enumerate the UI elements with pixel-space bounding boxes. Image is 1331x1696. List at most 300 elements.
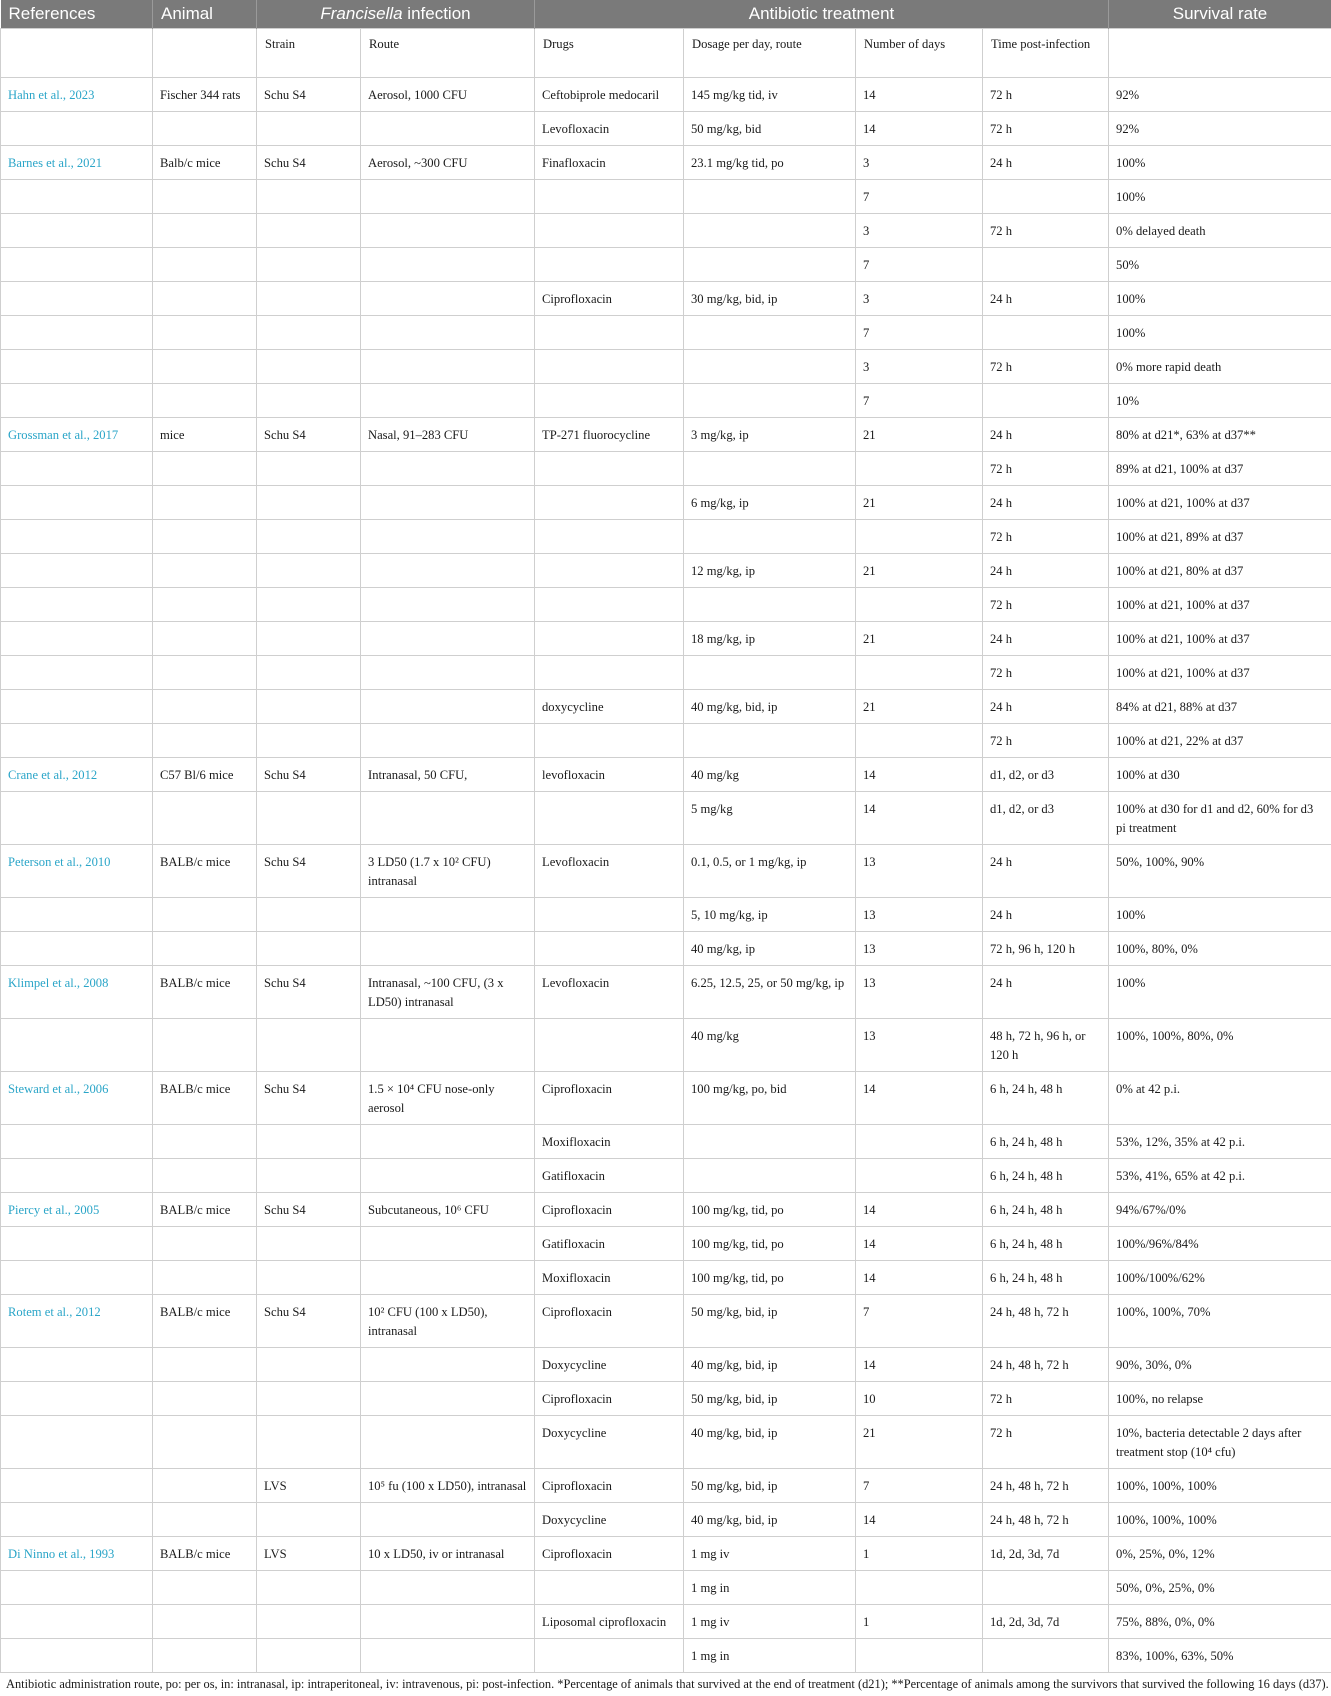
table-row (1, 845, 1331, 898)
cell-time: 6 h, 24 h, 48 h (983, 1072, 1109, 1125)
cell-survival: 100%/100%/62% (1109, 1261, 1331, 1295)
cell-ref[interactable]: Steward et al., 2006 (1, 1072, 153, 1125)
cell-dosage: 1 mg iv (684, 1605, 856, 1639)
cell-dosage: 40 mg/kg, bid, ip (684, 1416, 856, 1469)
cell-dosage (684, 180, 856, 214)
cell-route (361, 316, 535, 350)
cell-survival: 53%, 12%, 35% at 42 p.i. (1109, 1125, 1331, 1159)
cell-ref (1, 520, 153, 554)
cell-time: 72 h (983, 520, 1109, 554)
cell-days (856, 1159, 983, 1193)
table-row (1, 1261, 1331, 1295)
cell-strain (257, 792, 361, 845)
header-antibiotic-treatment: Antibiotic treatment (535, 0, 1109, 29)
cell-dosage: 30 mg/kg, bid, ip (684, 282, 856, 316)
cell-time: 24 h, 48 h, 72 h (983, 1348, 1109, 1382)
cell-dosage (684, 214, 856, 248)
table-row (1, 792, 1331, 845)
cell-drug: Ciprofloxacin (535, 1072, 684, 1125)
cell-time: 72 h (983, 588, 1109, 622)
cell-route (361, 932, 535, 966)
footnote: Antibiotic administration route, po: per os, in: intranasal, ip: intraperitoneal, iv: intravenous, pi: post-infection. *Percentage of animals that survived at the end of treatment (d21); **Percentage of animals among the survivors that survived the following 16 days (d37). (0, 1673, 1331, 1696)
cell-survival: 100%, 100%, 100% (1109, 1503, 1331, 1537)
table-row (1, 350, 1331, 384)
cell-time: 24 h (983, 486, 1109, 520)
cell-time (983, 1639, 1109, 1673)
cell-drug (535, 1571, 684, 1605)
table-row (1, 758, 1331, 792)
cell-days: 10 (856, 1382, 983, 1416)
cell-dosage: 0.1, 0.5, or 1 mg/kg, ip (684, 845, 856, 898)
table-body (1, 78, 1331, 1673)
cell-survival: 100% at d21, 100% at d37 (1109, 622, 1331, 656)
cell-ref[interactable]: Grossman et al., 2017 (1, 418, 153, 452)
cell-drug: Levofloxacin (535, 845, 684, 898)
cell-animal (153, 180, 257, 214)
cell-survival: 90%, 30%, 0% (1109, 1348, 1331, 1382)
cell-strain: Schu S4 (257, 966, 361, 1019)
cell-drug: Doxycycline (535, 1416, 684, 1469)
cell-ref[interactable]: Crane et al., 2012 (1, 758, 153, 792)
cell-ref[interactable]: Rotem et al., 2012 (1, 1295, 153, 1348)
cell-strain (257, 112, 361, 146)
cell-route (361, 1125, 535, 1159)
cell-dosage: 5 mg/kg (684, 792, 856, 845)
cell-route: 3 LD50 (1.7 x 10² CFU) intranasal (361, 845, 535, 898)
cell-drug: doxycycline (535, 690, 684, 724)
table-row (1, 1503, 1331, 1537)
cell-ref (1, 1469, 153, 1503)
cell-time: 24 h (983, 690, 1109, 724)
cell-days (856, 1125, 983, 1159)
cell-strain (257, 350, 361, 384)
cell-strain (257, 1159, 361, 1193)
cell-ref (1, 1125, 153, 1159)
cell-ref[interactable]: Piercy et al., 2005 (1, 1193, 153, 1227)
cell-drug: Levofloxacin (535, 112, 684, 146)
cell-time: 72 h (983, 350, 1109, 384)
cell-animal (153, 1571, 257, 1605)
cell-route: 10² CFU (100 x LD50), intranasal (361, 1295, 535, 1348)
table-row (1, 1125, 1331, 1159)
cell-dosage: 6.25, 12.5, 25, or 50 mg/kg, ip (684, 966, 856, 1019)
cell-ref (1, 1416, 153, 1469)
cell-drug (535, 932, 684, 966)
cell-time: d1, d2, or d3 (983, 758, 1109, 792)
table-row (1, 656, 1331, 690)
cell-strain: Schu S4 (257, 418, 361, 452)
cell-survival: 100% at d21, 100% at d37 (1109, 656, 1331, 690)
cell-strain (257, 452, 361, 486)
cell-ref[interactable]: Barnes et al., 2021 (1, 146, 153, 180)
table-row (1, 1382, 1331, 1416)
cell-strain: Schu S4 (257, 1072, 361, 1125)
cell-ref (1, 792, 153, 845)
cell-ref (1, 112, 153, 146)
cell-survival: 0%, 25%, 0%, 12% (1109, 1537, 1331, 1571)
cell-route (361, 452, 535, 486)
cell-days: 7 (856, 1295, 983, 1348)
cell-animal (153, 1605, 257, 1639)
cell-route (361, 724, 535, 758)
cell-days: 7 (856, 1469, 983, 1503)
cell-days: 3 (856, 146, 983, 180)
cell-dosage: 50 mg/kg, bid, ip (684, 1469, 856, 1503)
cell-animal (153, 1503, 257, 1537)
cell-route (361, 898, 535, 932)
cell-animal (153, 316, 257, 350)
cell-drug: Ciprofloxacin (535, 1193, 684, 1227)
cell-ref (1, 622, 153, 656)
cell-ref (1, 1159, 153, 1193)
cell-days: 13 (856, 1019, 983, 1072)
cell-days: 14 (856, 1193, 983, 1227)
cell-drug (535, 724, 684, 758)
cell-survival: 100% (1109, 146, 1331, 180)
cell-strain (257, 282, 361, 316)
cell-route (361, 1261, 535, 1295)
cell-strain (257, 1382, 361, 1416)
cell-ref (1, 1503, 153, 1537)
cell-time: 72 h, 96 h, 120 h (983, 932, 1109, 966)
cell-ref (1, 1261, 153, 1295)
cell-days: 14 (856, 1261, 983, 1295)
cell-strain: Schu S4 (257, 1193, 361, 1227)
cell-time: 48 h, 72 h, 96 h, or 120 h (983, 1019, 1109, 1072)
table-row (1, 622, 1331, 656)
cell-time: 24 h, 48 h, 72 h (983, 1503, 1109, 1537)
cell-animal: BALB/c mice (153, 1537, 257, 1571)
cell-time: 24 h (983, 622, 1109, 656)
cell-dosage: 40 mg/kg, bid, ip (684, 1348, 856, 1382)
cell-route: 10⁵ fu (100 x LD50), intranasal (361, 1469, 535, 1503)
cell-ref (1, 180, 153, 214)
cell-days: 14 (856, 1227, 983, 1261)
cell-route: Intranasal, 50 CFU, (361, 758, 535, 792)
cell-strain (257, 898, 361, 932)
cell-dosage (684, 520, 856, 554)
cell-days: 3 (856, 214, 983, 248)
cell-days (856, 656, 983, 690)
cell-drug: Moxifloxacin (535, 1125, 684, 1159)
cell-time: 24 h (983, 418, 1109, 452)
cell-drug (535, 248, 684, 282)
table-row (1, 966, 1331, 1019)
cell-strain: Schu S4 (257, 78, 361, 112)
cell-ref (1, 554, 153, 588)
cell-ref (1, 486, 153, 520)
cell-time: 72 h (983, 112, 1109, 146)
table-row (1, 1469, 1331, 1503)
cell-drug (535, 1639, 684, 1673)
cell-strain (257, 486, 361, 520)
cell-drug (535, 792, 684, 845)
cell-strain (257, 1261, 361, 1295)
table-row (1, 384, 1331, 418)
cell-ref (1, 656, 153, 690)
cell-route: Subcutaneous, 10⁶ CFU (361, 1193, 535, 1227)
cell-dosage (684, 588, 856, 622)
cell-time (983, 316, 1109, 350)
cell-survival: 84% at d21, 88% at d37 (1109, 690, 1331, 724)
cell-route: 1.5 × 10⁴ CFU nose-only aerosol (361, 1072, 535, 1125)
cell-survival: 100% at d21, 100% at d37 (1109, 486, 1331, 520)
cell-dosage: 40 mg/kg, bid, ip (684, 690, 856, 724)
cell-days: 14 (856, 1348, 983, 1382)
cell-strain (257, 1605, 361, 1639)
cell-drug (535, 898, 684, 932)
table-row (1, 724, 1331, 758)
cell-survival: 100%/96%/84% (1109, 1227, 1331, 1261)
cell-animal (153, 898, 257, 932)
cell-animal (153, 932, 257, 966)
table-row (1, 1537, 1331, 1571)
cell-drug (535, 520, 684, 554)
cell-time: 6 h, 24 h, 48 h (983, 1261, 1109, 1295)
cell-days: 14 (856, 78, 983, 112)
cell-route (361, 1382, 535, 1416)
cell-route (361, 1416, 535, 1469)
cell-days: 21 (856, 554, 983, 588)
cell-animal (153, 1261, 257, 1295)
cell-ref (1, 1639, 153, 1673)
cell-animal (153, 384, 257, 418)
cell-dosage: 40 mg/kg, ip (684, 932, 856, 966)
cell-drug: Doxycycline (535, 1348, 684, 1382)
cell-time: 72 h (983, 214, 1109, 248)
cell-time: d1, d2, or d3 (983, 792, 1109, 845)
cell-animal: BALB/c mice (153, 1072, 257, 1125)
table-row (1, 1295, 1331, 1348)
cell-dosage: 50 mg/kg, bid, ip (684, 1382, 856, 1416)
subheader-empty (153, 29, 257, 78)
cell-animal (153, 520, 257, 554)
subheader-strain: Strain (257, 29, 361, 78)
cell-drug (535, 384, 684, 418)
cell-days: 13 (856, 845, 983, 898)
cell-strain (257, 384, 361, 418)
cell-route: 10 x LD50, iv or intranasal (361, 1537, 535, 1571)
cell-survival: 100% at d30 (1109, 758, 1331, 792)
cell-ref (1, 588, 153, 622)
cell-route (361, 1503, 535, 1537)
cell-animal (153, 214, 257, 248)
header-animal: Animal (153, 0, 257, 29)
cell-dosage (684, 1159, 856, 1193)
header-survival-rate: Survival rate (1109, 0, 1331, 29)
cell-ref (1, 350, 153, 384)
cell-days (856, 724, 983, 758)
cell-ref (1, 282, 153, 316)
cell-strain (257, 1227, 361, 1261)
cell-days (856, 1571, 983, 1605)
cell-animal (153, 248, 257, 282)
cell-ref (1, 1019, 153, 1072)
subheader-empty (1, 29, 153, 78)
cell-strain: LVS (257, 1469, 361, 1503)
cell-route (361, 690, 535, 724)
cell-survival: 0% delayed death (1109, 214, 1331, 248)
cell-days: 7 (856, 180, 983, 214)
cell-time: 24 h (983, 146, 1109, 180)
cell-survival: 100%, 100%, 100% (1109, 1469, 1331, 1503)
cell-strain (257, 1416, 361, 1469)
cell-route: Aerosol, 1000 CFU (361, 78, 535, 112)
cell-ref (1, 1571, 153, 1605)
cell-time: 24 h, 48 h, 72 h (983, 1469, 1109, 1503)
cell-days (856, 588, 983, 622)
cell-ref (1, 1605, 153, 1639)
table-row (1, 146, 1331, 180)
cell-strain (257, 1348, 361, 1382)
cell-drug: Levofloxacin (535, 966, 684, 1019)
table-row (1, 1416, 1331, 1469)
cell-route (361, 214, 535, 248)
table-row (1, 316, 1331, 350)
header-infection-genus: Francisella (320, 4, 402, 23)
cell-strain (257, 1639, 361, 1673)
cell-survival: 80% at d21*, 63% at d37** (1109, 418, 1331, 452)
cell-days: 21 (856, 486, 983, 520)
cell-animal (153, 724, 257, 758)
cell-survival: 0% at 42 p.i. (1109, 1072, 1331, 1125)
cell-ref (1, 452, 153, 486)
cell-survival: 100% at d21, 80% at d37 (1109, 554, 1331, 588)
cell-strain (257, 520, 361, 554)
cell-survival: 100%, 100%, 70% (1109, 1295, 1331, 1348)
cell-days: 14 (856, 1503, 983, 1537)
cell-survival: 100%, no relapse (1109, 1382, 1331, 1416)
subheader-empty (1109, 29, 1331, 78)
cell-days: 13 (856, 932, 983, 966)
cell-strain (257, 932, 361, 966)
cell-ref[interactable]: Peterson et al., 2010 (1, 845, 153, 898)
table-row (1, 452, 1331, 486)
cell-dosage: 40 mg/kg (684, 758, 856, 792)
cell-dosage: 145 mg/kg tid, iv (684, 78, 856, 112)
cell-drug (535, 486, 684, 520)
cell-time (983, 180, 1109, 214)
table-row (1, 898, 1331, 932)
cell-ref (1, 690, 153, 724)
cell-survival: 100%, 80%, 0% (1109, 932, 1331, 966)
cell-strain (257, 1125, 361, 1159)
cell-route (361, 112, 535, 146)
cell-ref[interactable]: Klimpel et al., 2008 (1, 966, 153, 1019)
cell-dosage: 50 mg/kg, bid (684, 112, 856, 146)
table-row (1, 1227, 1331, 1261)
cell-animal: BALB/c mice (153, 1193, 257, 1227)
cell-animal: BALB/c mice (153, 966, 257, 1019)
cell-survival: 10% (1109, 384, 1331, 418)
cell-dosage (684, 724, 856, 758)
cell-drug: levofloxacin (535, 758, 684, 792)
cell-days (856, 1639, 983, 1673)
cell-route (361, 384, 535, 418)
cell-strain (257, 316, 361, 350)
cell-ref (1, 1348, 153, 1382)
cell-drug: Doxycycline (535, 1503, 684, 1537)
table-row (1, 78, 1331, 112)
cell-drug (535, 1019, 684, 1072)
cell-dosage: 1 mg in (684, 1639, 856, 1673)
cell-animal (153, 690, 257, 724)
subheader-drugs: Drugs (535, 29, 684, 78)
group-header-row (1, 0, 1331, 29)
cell-dosage: 100 mg/kg, tid, po (684, 1227, 856, 1261)
cell-survival: 50%, 0%, 25%, 0% (1109, 1571, 1331, 1605)
cell-animal (153, 622, 257, 656)
cell-ref[interactable]: Hahn et al., 2023 (1, 78, 153, 112)
cell-days: 1 (856, 1537, 983, 1571)
header-infection (257, 0, 535, 29)
table-row (1, 418, 1331, 452)
cell-survival: 89% at d21, 100% at d37 (1109, 452, 1331, 486)
cell-strain (257, 1571, 361, 1605)
cell-drug (535, 656, 684, 690)
header-infection-word: infection (403, 4, 471, 23)
cell-strain: Schu S4 (257, 1295, 361, 1348)
cell-route (361, 1159, 535, 1193)
table-row (1, 486, 1331, 520)
cell-dosage: 6 mg/kg, ip (684, 486, 856, 520)
cell-survival: 50% (1109, 248, 1331, 282)
cell-route (361, 1348, 535, 1382)
cell-route (361, 656, 535, 690)
cell-time: 72 h (983, 78, 1109, 112)
cell-days: 14 (856, 758, 983, 792)
cell-dosage (684, 350, 856, 384)
cell-survival: 100% (1109, 966, 1331, 1019)
cell-strain (257, 180, 361, 214)
cell-time: 24 h, 48 h, 72 h (983, 1295, 1109, 1348)
cell-strain (257, 1503, 361, 1537)
cell-animal (153, 1382, 257, 1416)
cell-dosage (684, 384, 856, 418)
cell-ref[interactable]: Di Ninno et al., 1993 (1, 1537, 153, 1571)
cell-animal: BALB/c mice (153, 1295, 257, 1348)
cell-dosage (684, 316, 856, 350)
cell-drug (535, 452, 684, 486)
cell-time: 72 h (983, 1382, 1109, 1416)
cell-route (361, 248, 535, 282)
cell-survival: 100% (1109, 282, 1331, 316)
table-row (1, 214, 1331, 248)
cell-animal (153, 486, 257, 520)
cell-route (361, 180, 535, 214)
cell-route (361, 282, 535, 316)
header-references: References (1, 0, 153, 29)
cell-time: 6 h, 24 h, 48 h (983, 1193, 1109, 1227)
cell-ref (1, 1227, 153, 1261)
cell-time: 6 h, 24 h, 48 h (983, 1227, 1109, 1261)
cell-drug: Ciprofloxacin (535, 1469, 684, 1503)
cell-strain (257, 724, 361, 758)
table-row (1, 1571, 1331, 1605)
cell-days: 21 (856, 690, 983, 724)
cell-survival: 94%/67%/0% (1109, 1193, 1331, 1227)
cell-animal (153, 452, 257, 486)
cell-dosage (684, 656, 856, 690)
table-row (1, 1072, 1331, 1125)
column-header-row (1, 29, 1331, 78)
cell-strain (257, 554, 361, 588)
cell-ref (1, 724, 153, 758)
cell-survival: 83%, 100%, 63%, 50% (1109, 1639, 1331, 1673)
cell-route (361, 792, 535, 845)
cell-dosage: 3 mg/kg, ip (684, 418, 856, 452)
cell-time: 6 h, 24 h, 48 h (983, 1159, 1109, 1193)
